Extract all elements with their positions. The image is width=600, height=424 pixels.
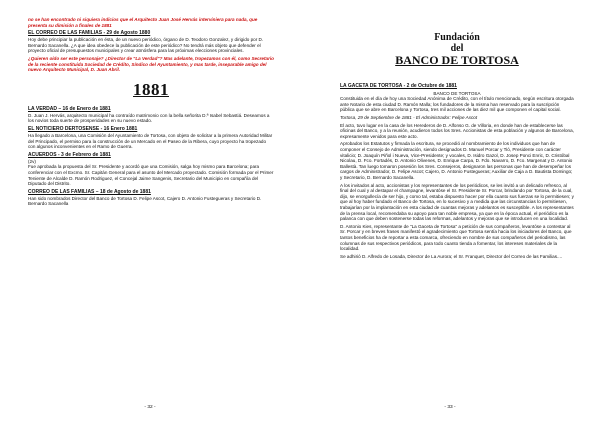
paragraph-correo-1881: Han sido nombrados Director del Banco de Tortosa D. Felipe Ascot, Cajero D. Antonio Fustegueras y Secretario D. Bernardo Sacanella [28,195,262,207]
right-page [300,0,600,424]
heading-acuerdos: ACUERDOS - 3 de Febrero de 1881 [28,151,111,158]
title-line-1: Fundación [434,32,480,43]
right-column [340,33,574,261]
intro-red-text: no se han encontrado ni siquiera indicios que el Arquitecto Juan José Hervás interviniera para nada, que presenta su dimisión a finales de 1881 [28,17,258,28]
red-commentary: ¿Quieren oído ser este personaje? ¿Director de "La Verdad"? Mas adelante, tropezamos con él, como Secretario de la reciente constituida Sociedad de Crédito, Síndico del Ayuntamiento, y mas tarde, inseparable amigo del nuevo Arquitecto Municipal, D. Juan Abril. [28,56,274,73]
title-line-2: del [450,42,464,54]
heading-correo-1880: EL CORREO DE LAS FAMILIAS - 29 de Agosto 1880 [28,30,151,37]
heading-la-verdad: LA VERDAD – 16 de Enero de 1881 [28,105,111,112]
paragraph-losada: Se adhirió D. Alfredo de Losada, Director de La Aurora; el Sr. Franquet, Director del Correo de las Familias.... [340,253,563,259]
page-number-right: - 33 - [444,405,456,411]
heading-noticiero: EL NOTICIERO DERTOSENSE - 16 Enero 1881 [28,125,138,132]
paragraph-constitution: Constituida en el día de hoy una Sociedad Anónima de Crédito, con el título mencionado, según escritura otorgada ante Notario de esta ciudad D. Ramón Malla; los fundadores de la misma han reservado para la suscripción pública que se abre en Barcelona y Tortosa, tres mil acciones de las diez mil que componen el capital social. [340,96,574,113]
paragraph-noticiero: Ha llegado a Barcelona, una Comisión del Ayuntamiento de Tortosa, con objeto de solicitar a la primera Autoridad Militar del Principado, el permiso para la construcción de un Mercado en el Paseo de la Ribera, cuyo proyecto ha tropezado con algunos inconvenientes en el Ramo de Guerra. [28,132,273,150]
signature-line: Tortosa, 29 de Septiembre de 1881 - El Administrador: Felipe Ascot [340,115,478,121]
paragraph-kies: D. Antonio Kies, representante de "La Gaceta de Tortosa" a petición de sus compañeros, levantóse a contestar al Sr. Porcar y en breves frases manifestó el agradecimiento que Tortosa sentía hacia los iniciadores del Banco, que tantos beneficios ha de reportar a esta comarca, ofreciendo en nombre de sus compañeros del periodismo, las columnas de sus respectivos periódicos, para todo cuanto tienda a fomentar, los intereses materiales de la localidad. [340,223,572,252]
paragraph-invitados: A los invitados al acto, accionistas y los representantes de los periódicos, se les invitó a un delicado refresco, al final del cual y al destapar el champagne, levantóse el Sr. Presidente Sr. Porcar, brindando por Tortosa, de la cual, dijo, se enorgullecía de ser hijo, y como tal, estaba dispuesto hacer por ella cuanto sus fuerzas se lo permitiesen; y que al hoy haber fundado el Banco de Tortosa, en lo sucesivo y a medida que las circunstancias lo permitiesen, trabajarían por la implantación en esta ciudad de cuantas mejoras y adelantos es susceptible. A los representantes de la prensa local, recomendaba su apoyo para tan noble empresa, ya que en la época actual, el periódico es la palanca con que deben sostenerse todas las reformas, adelantos y mejoras que se introducen en una localidad. [340,182,574,222]
heading-gaceta: LA GACETA DE TORTOSA - 2 de Octubre de 1881 [340,82,457,89]
paragraph-correo-1880: Hoy debe principiar la publicación en ésta, de un nuevo periódico, órgano de D. Teodoro Gonzalez, y dirigido por D. Bernardo Sacanella. ¿A que idea obedece la publicación de este periódico? No tendrá más objeto que defender el proyecto oficial de presupuestos municipales y crear atmósfera para las próximas elecciones provinciales. [28,37,264,54]
paragraph-acuerdos: Fue aprobada la propuesta del Sr. Presidente y acordó que una Comisión, salga hoy mismo para Barcelona; para conferenciar con el Excmo. Sr. Capitán General para el asunto del Mercado proyectado. Comisión formada por el Primer Teniente de Alcalde D. Ramón Rodriguez, el Concejal Jaime Sangenis, Secretario del Municipio en compañía del Diputado del Distrito. [28,164,274,187]
page-number-left: - 32 - [144,405,156,411]
subtitle-banco: BANCO DE TORTOSA [433,90,481,96]
paragraph-la-verdad: D. Juan J. Hervás, arquitecto municipal ha contraído matrimonio con la bella señorita D.ª Isabel Sebastiá. Deseamos a los novios toda suerte de prosperidades en su nuevo estado. [28,112,270,124]
page-title [340,33,574,67]
note-marker: (2v) [28,158,36,164]
year-heading: 1881 [133,79,169,99]
heading-correo-1881: CORREO DE LAS FAMILIAS – 18 de Agosto de 1881 [28,188,151,195]
left-column [28,17,274,209]
paragraph-estatutos: Aprobados los Estatutos y firmada la escritura, se procedió al nombramiento de los individuos que han de componer el Consejo de Administración, siendo designados D. Manuel Porcar y Tió, Presidente con carácter vitalicio; D. Joaquín Piñol i Nueva, Vice-Presidente; y vocales, D. Isidro Gazol, D. Josep Ponci Enric, D. Cristóbal Nicolau, D. Fco. Fortadés, D. Antonio Olivenes, D. Enrique Carpa, D. Fdo. Navarro, D. Fco. Margenat y D. Antonio Ballestà. Tan luego tomaron posesión los Sres. Consejeros, designaron las personas que han de desempeñar los cargos de Administrador, D. Felipe Ascot; Cajero, D. Antonio Fustegueras; Auxiliar de Caja a D. Bautista Domingo; y Secretario, D. Bernardo Sacanella. [340,141,573,180]
title-line-3: BANCO DE TORTOSA [395,53,519,67]
paragraph-acto: El acto, tuvo lugar en la casa de los Herederos de D. Alfonso G. de Villoria, en donde han de establecerse las oficinas del Banco, y a la reunión, acudieron todos los Sres. Accionistas de esta población y algunos de Barcelona, expresamente venidos para este acto. [340,122,574,139]
